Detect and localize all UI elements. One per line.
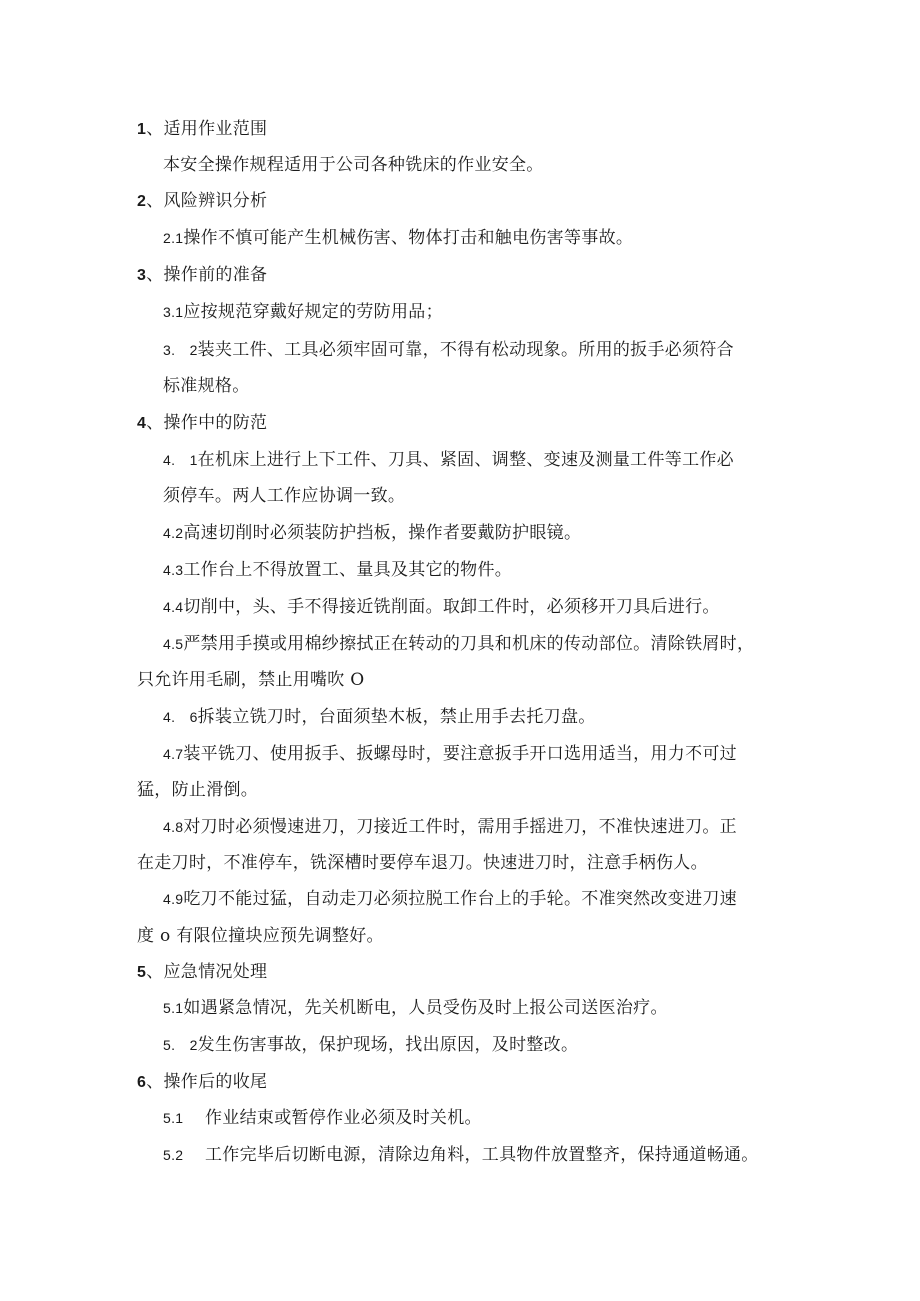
clause-text: 高速切削时必须装防护挡板，操作者要戴防护眼镜。 (183, 523, 582, 543)
section-title: 、适用作业范围 (146, 119, 268, 139)
clause-4-9 (163, 888, 737, 910)
section-title: 、操作后的收尾 (146, 1072, 268, 1092)
section-heading-5 (137, 961, 267, 984)
section-heading-3 (137, 264, 267, 287)
section-title: 、风险辨识分析 (146, 191, 268, 211)
clause-label: 4.9 (163, 891, 184, 907)
clause-text: 切削中，头、手不得接近铣削面。取卸工件时，必须移开刀具后进行。 (183, 597, 720, 617)
clause-text: 如遇紧急情况，先关机断电，人员受伤及时上报公司送医治疗。 (183, 998, 668, 1018)
clause-text-continued: 须停车。两人工作应协调一致。 (163, 486, 406, 506)
section-number: 5 (137, 964, 147, 981)
clause-text: 发生伤害事故，保护现场，找出原因，及时整改。 (197, 1035, 579, 1055)
clause-label: 5. 2 (163, 1037, 198, 1053)
clause-4-8 (163, 816, 737, 838)
section-number: 6 (137, 1074, 147, 1091)
section-title: 、操作前的准备 (146, 265, 268, 285)
clause-text-continued: 度 o 有限位撞块应预先调整好。 (137, 926, 384, 946)
section-heading-1 (137, 118, 267, 141)
clause-4-1 (163, 449, 734, 471)
clause-text: 拆装立铣刀时，台面须垫木板，禁止用手去托刀盘。 (197, 707, 596, 727)
clause-text: 吃刀不能过猛，自动走刀必须拉脱工作台上的手轮。不准突然改变进刀速 (183, 889, 737, 909)
paragraph (163, 154, 544, 176)
clause-4-9-continued (137, 925, 384, 947)
clause-3-2 (163, 339, 734, 361)
clause-5-2 (163, 1034, 578, 1056)
clause-4-7-continued (137, 779, 258, 801)
clause-label: 4.2 (163, 525, 184, 541)
clause-4-6 (163, 706, 596, 728)
clause-4-1-continued (163, 485, 405, 507)
clause-4-8-continued (137, 852, 708, 874)
clause-text: 装平铣刀、使用扳手、扳螺母时，要注意扳手开口选用适当，用力不可过 (183, 744, 737, 764)
clause-label: 3. 2 (163, 342, 198, 358)
clause-label: 4.7 (163, 746, 184, 762)
clause-4-3 (163, 559, 512, 581)
clause-text-continued: 在走刀时，不准停车，铣深槽时要停车退刀。快速进刀时，注意手柄伤人。 (137, 853, 708, 873)
clause-2-1 (163, 227, 633, 249)
clause-text-continued: 猛，防止滑倒。 (137, 780, 259, 800)
clause-4-5-continued (137, 669, 365, 691)
clause-label: 4.3 (163, 562, 184, 578)
clause-label: 4.5 (163, 636, 184, 652)
clause-label: 4.8 (163, 819, 184, 835)
clause-text: 装夹工件、工具必须牢固可靠，不得有松动现象。所用的扳手必须符合 (197, 340, 734, 360)
clause-text: 操作不慎可能产生机械伤害、物体打击和触电伤害等事故。 (183, 228, 634, 248)
paragraph-text: 本安全操作规程适用于公司各种铣床的作业安全。 (163, 155, 544, 175)
section-title: 、应急情况处理 (146, 962, 268, 982)
clause-4-7 (163, 743, 737, 765)
clause-text-continued: 标准规格。 (163, 376, 250, 396)
clause-3-1 (163, 301, 443, 323)
section-number: 1 (137, 121, 147, 138)
clause-4-5 (163, 633, 754, 655)
clause-label: 5.1 (163, 1000, 184, 1016)
clause-text: 作业结束或暂停作业必须及时关机。 (205, 1108, 482, 1128)
section-number: 4 (137, 415, 147, 432)
clause-label: 5.1 (163, 1110, 184, 1126)
section-number: 3 (137, 267, 147, 284)
clause-text: 在机床上进行上下工件、刀具、紧固、调整、变速及测量工件等工作必 (197, 450, 734, 470)
clause-5-1 (163, 997, 668, 1019)
section-title: 、操作中的防范 (146, 413, 268, 433)
section-heading-2 (137, 190, 267, 213)
clause-4-4 (163, 596, 720, 618)
clause-label: 4. 1 (163, 452, 198, 468)
clause-3-2-continued (163, 375, 250, 397)
section-heading-4 (137, 412, 267, 435)
clause-text: 工作完毕后切断电源，清除边角料，工具物件放置整齐，保持通道畅通。 (205, 1145, 759, 1165)
clause-label: 4.4 (163, 599, 184, 615)
clause-text: 应按规范穿戴好规定的劳防用品； (183, 302, 443, 322)
clause-label: 4. 6 (163, 709, 198, 725)
clause-text: 对刀时必须慢速进刀，刀接近工件时，需用手摇进刀，不准快速进刀。正 (183, 817, 737, 837)
clause-label: 3.1 (163, 304, 184, 320)
clause-label: 5.2 (163, 1147, 184, 1163)
clause-6-2 (163, 1144, 759, 1166)
section-number: 2 (137, 193, 147, 210)
section-heading-6 (137, 1071, 267, 1094)
clause-6-1 (163, 1107, 482, 1129)
clause-text: 严禁用手摸或用棉纱擦拭正在转动的刀具和机床的传动部位。清除铁屑时， (183, 634, 755, 654)
clause-text-continued: 只允许用毛刷，禁止用嘴吹 O (137, 670, 365, 690)
clause-text: 工作台上不得放置工、量具及其它的物件。 (183, 560, 513, 580)
clause-label: 2.1 (163, 230, 184, 246)
clause-4-2 (163, 522, 581, 544)
